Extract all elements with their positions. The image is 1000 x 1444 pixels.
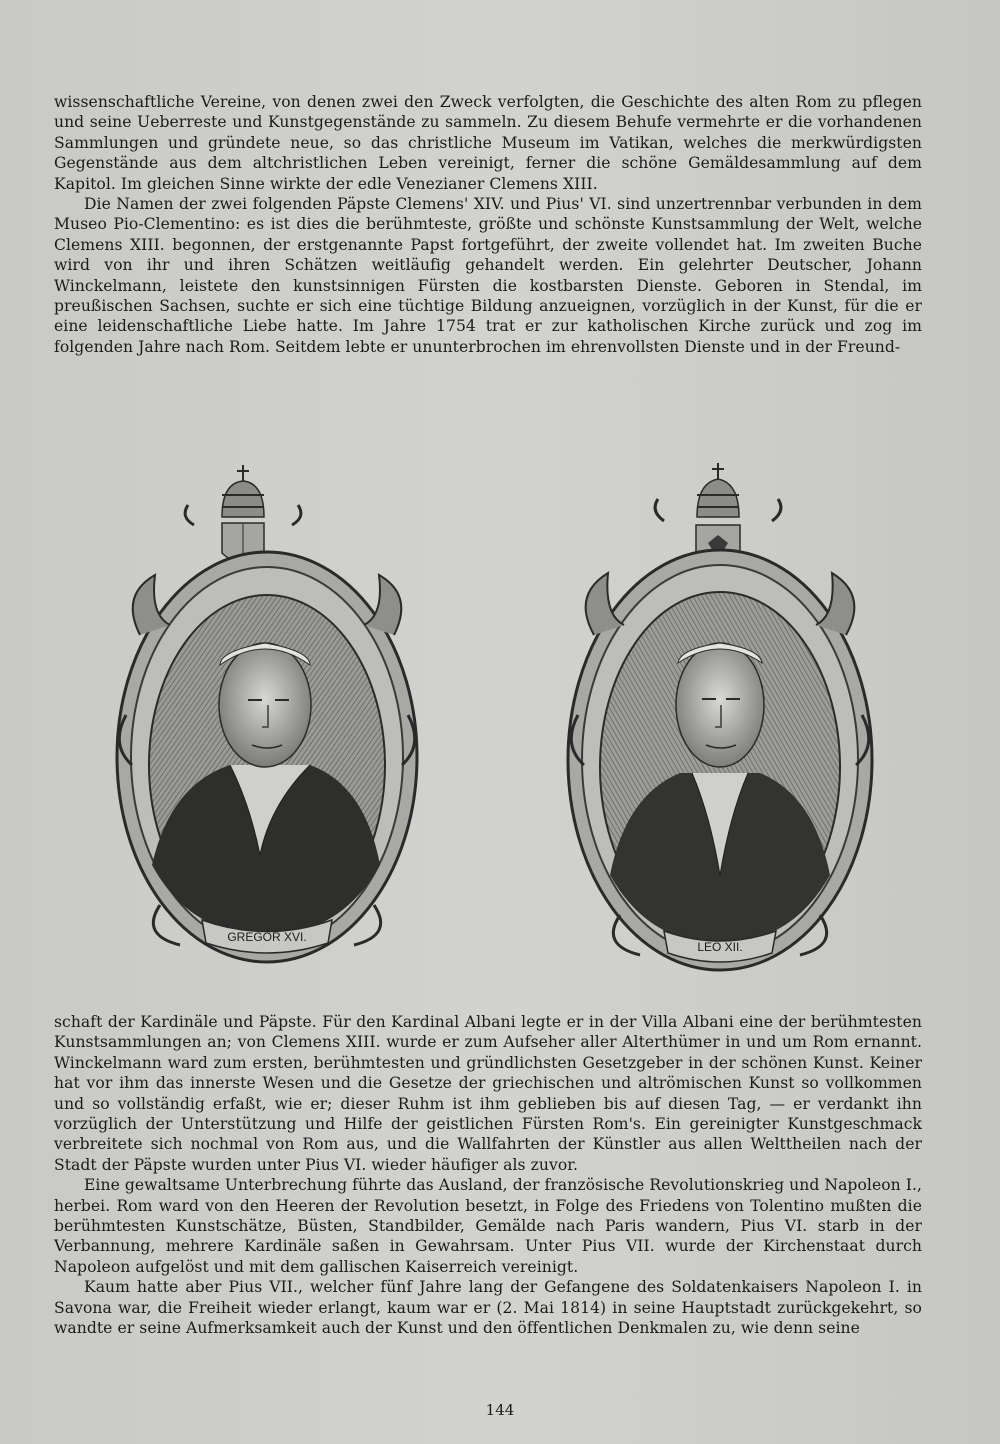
- page-number: 144: [485, 1401, 515, 1419]
- paragraph: Kaum hatte aber Pius VII., welcher fünf Jahre lang der Gefangene des Soldatenkaisers Napoleon I. in Savona war, die Freiheit wieder erlangt, kaum war er (2. Mai 1814) in seine Hauptstadt zurückgekehrt, so wandte er seine Aufmerksamkeit auch der Kunst und den öffentlichen Denkmalen zu, wie denn seine: [54, 1278, 922, 1338]
- papal-tiara-icon: [697, 463, 739, 517]
- paragraph: schaft der Kardinäle und Päpste. Für den Kardinal Albani legte er in der Villa Albani eine der berühmtesten Kunstsammlungen an; von Clemens XIII. wurde er zum Aufseher aller Alterthümer in und um Rom ernannt. Winckelmann ward zum ersten, berühmtesten und gründlichsten Gesetzgeber in der schönen Kunst. Keiner hat vor ihm das innerste Wesen und die Gesetze der griechischen und altrömischen Kunst so vollkommen und so vollständig erfaßt, wie er; dieser Ruhm ist ihm geblieben bis auf diesen Tag, — er verdankt ihn vorzüglich der Unterstützung und Hilfe der geistlichen Fürsten Rom's. Ein gereinigter Kunstgeschmack verbreitete sich nochmal von Rom aus, und die Wallfahrten der Künstler aus allen Welttheilen nach der Stadt der Päpste wurden unter Pius VI. wieder häufiger als zuvor.: [54, 1013, 922, 1174]
- paragraph: wissenschaftliche Vereine, von denen zwei den Zweck verfolgten, die Geschichte des alten Rom zu pflegen und seine Ueberreste und Kunstgegenstände zu sammeln. Zu diesem Behufe vermehrte er die vorhandenen Sammlungen und gründete neue, so das christliche Museum im Vatikan, welches die merkwürdigsten Gegenstände aus dem altchristlichen Leben vereinigt, ferner die schöne Gemäldesammlung auf dem Kapitol. Im gleichen Sinne wirkte der edle Venezianer Clemens XIII.: [54, 93, 922, 193]
- papal-tiara-icon: [222, 465, 264, 517]
- paragraph: Die Namen der zwei folgenden Päpste Clemens' XIV. und Pius' VI. sind unzertrennbar verbunden in dem Museo Pio-Clementino: es ist dies die berühmteste, größte und schönste Kunstsammlung der Welt, welche Clemens XIII. begonnen, der erstgenannte Papst fortgeführt, der zweite vollendet hat. Im zweiten Buche wird von ihr und ihren Schätzen weitläufig gehandelt werden. Ein gelehrter Deutscher, Johann Winckelmann, leistete den kunstsinnigen Fürsten die kostbarsten Dienste. Geboren in Stendal, im preußischen Sachsen, suchte er sich eine tüchtige Bildung anzueignen, vorzüglich in der Kunst, für die er eine leidenschaftliche Liebe hatte. Im Jahre 1754 trat er zur katholischen Kirche zurück und zog im folgenden Jahre nach Rom. Seitdem lebte er ununterbrochen im ehrenvollsten Dienste und in der Freund-: [54, 195, 922, 356]
- bottom-text-block: [54, 1012, 922, 1339]
- portrait-gregor-xvi: [110, 465, 425, 965]
- portrait-caption-right: LEO XII.: [697, 940, 743, 954]
- paragraph: Eine gewaltsame Unterbrechung führte das Ausland, der französische Revolutionskrieg und Napoleon I., herbei. Rom ward von den Heeren der Revolution besetzt, in Folge des Friedens von Tolentino mußten die berühmtesten Kunstschätze, Büsten, Standbilder, Gemälde nach Paris wandern, Pius VI. starb in der Verbannung, mehrere Kardinäle saßen in Gewahrsam. Unter Pius VII. wurde der Kirchenstaat durch Napoleon aufgelöst und mit dem gallischen Kaiserreich vereinigt.: [54, 1176, 922, 1276]
- top-text-block: [54, 92, 922, 357]
- portrait-leo-xii: [560, 455, 880, 975]
- portrait-illustrations: [0, 455, 1000, 995]
- portrait-caption-left: GREGOR XVI.: [227, 930, 307, 944]
